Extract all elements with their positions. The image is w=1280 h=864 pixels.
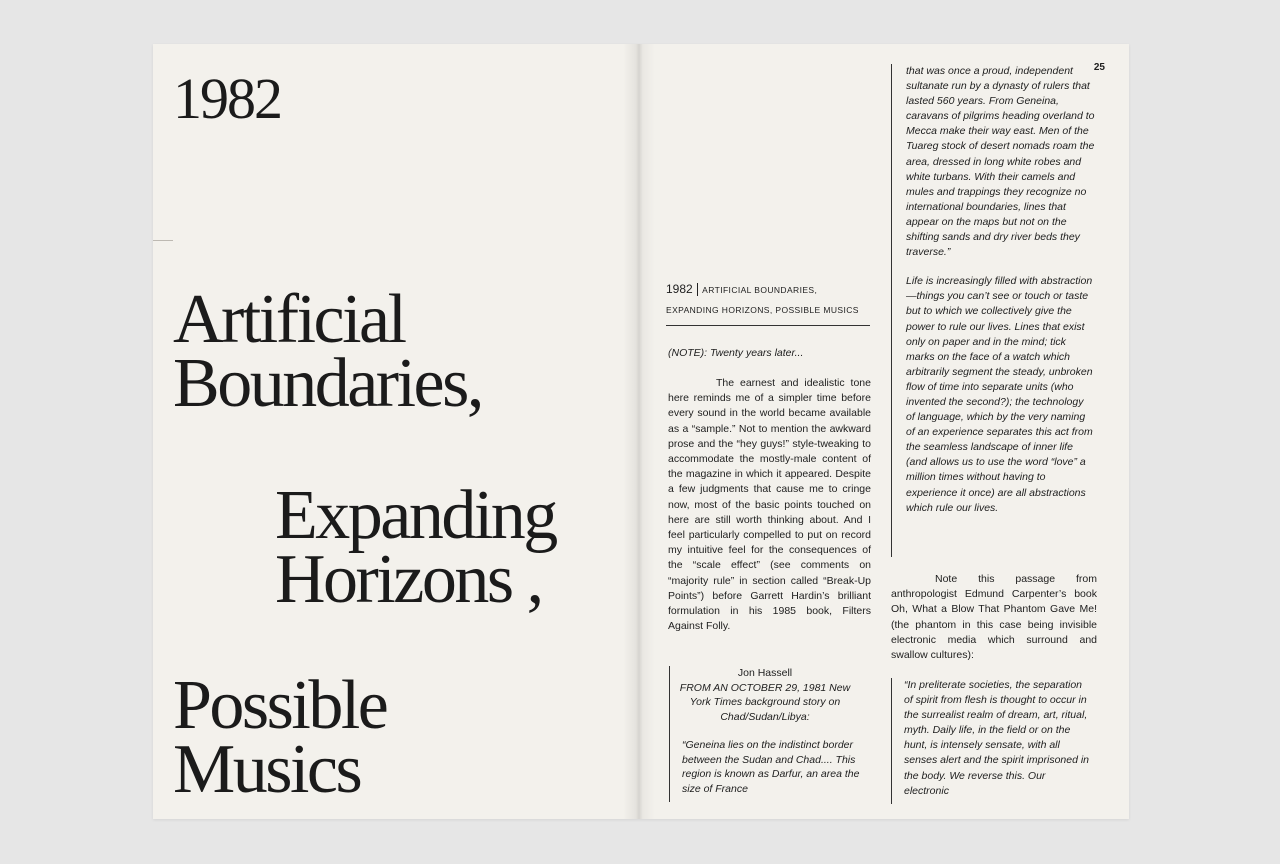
paragraph: Note this passage from anthropologist Edmund Carpenter’s book Oh, What a Blow That Phantom Gave Me! (the phantom in this case being invisible electronic media which surround and swallow cultures):: [891, 573, 1097, 662]
quote-source: FROM AN OCTOBER 29, 1981 New York Times background story on Chad/Sudan/Libya:: [679, 681, 851, 723]
title-line: Boundaries,: [173, 345, 482, 422]
carpenter-intro: [891, 572, 1097, 663]
paragraph: The earnest and idealistic tone here reminds me of a simpler time before every sound in the world became available as a “sample.” Not to mention the awkward prose and the “hey guys!” style-tweaking to accommodate the mostly-male content of the magazine in which it appeared. Despite a few judgments that cause me to cringe now, most of the basic points touched on here are still worth thinking about. And I feel particularly compelled to put on record my intuitive feel for the consequences of the “scale effect” (see comments on “majority rule” in section called “Break-Up Points”) before Garrett Hardin’s brilliant formulation in his 1985 book, Filters Against Folly.: [668, 377, 871, 633]
margin-tick: [153, 240, 173, 241]
reflection-paragraph: Life is increasingly filled with abstraction—things you can’t see or touch or taste but to which we collectively give the power to rule our lives. Lines that exist only on paper and in the mind; tick marks on the face of a watch which arbitrarily segment the steady, unbroken flow of time into separate units (who invented the second?); the technology of language, which by the very naming of an experience separates this act from the seamless landscape of inner life (and allows us to use the word “love” a million times without having to experience it once) are all abstractions which rule our lives.: [906, 275, 1093, 514]
title-line: Horizons ,: [275, 541, 542, 618]
page-number: 25: [1093, 62, 1105, 73]
header-rule: [666, 325, 870, 326]
title-line: Expanding: [275, 477, 556, 554]
body-paragraph: [668, 376, 871, 634]
header-line1: ARTIFICIAL BOUNDARIES,: [702, 285, 818, 295]
pull-quote-carpenter: “In preliterate societies, the separation of spirit from flesh is thought to occur in the surrealist realm of dream, art, ritual, myth. Daily life, in the field or on the hunt, is intensely sensate, with all senses alert and the spirit imprisoned in the body. We reverse this. Our electronic: [891, 678, 1091, 804]
note-label: (NOTE): Twenty years later...: [668, 347, 804, 359]
title-line: Musics: [173, 731, 361, 808]
quote-author: Jon Hassell: [737, 667, 793, 679]
chapter-year: 1982: [173, 66, 281, 131]
title-line: Possible: [173, 667, 387, 744]
title-artificial-boundaries: [173, 281, 482, 422]
column-two-quote: [891, 64, 1095, 557]
header-year: 1982: [666, 283, 698, 296]
title-line: Artificial: [173, 281, 405, 358]
pull-quote-nyt: [669, 666, 860, 802]
spacer: [670, 724, 860, 738]
right-page: [639, 44, 1129, 819]
quote-continued: that was once a proud, independent sultanate run by a dynasty of rulers that lasted 560 years. From Geneina, caravans of pilgrims heading overland to Mecca make their way east. Men of the Tuareg stock of desert nomads roam the area, dressed in long white robes and white turbans. With their camels and mules and trappings they recognize no international boundaries, lines that appear on the maps but not on the shifting sands and dry river beds they traverse.”: [906, 65, 1095, 259]
header-line2: EXPANDING HORIZONS, POSSIBLE MUSICS: [666, 305, 859, 315]
title-expanding-horizons: [275, 477, 556, 618]
book-spread: [153, 44, 1129, 819]
quote-text: “Geneina lies on the indistinct border between the Sudan and Chad.... This region is known as Darfur, an area the size of France: [682, 739, 860, 795]
title-possible-musics: [173, 667, 387, 808]
spacer: [906, 260, 1095, 274]
running-header: [666, 280, 871, 326]
left-page: [153, 44, 637, 819]
